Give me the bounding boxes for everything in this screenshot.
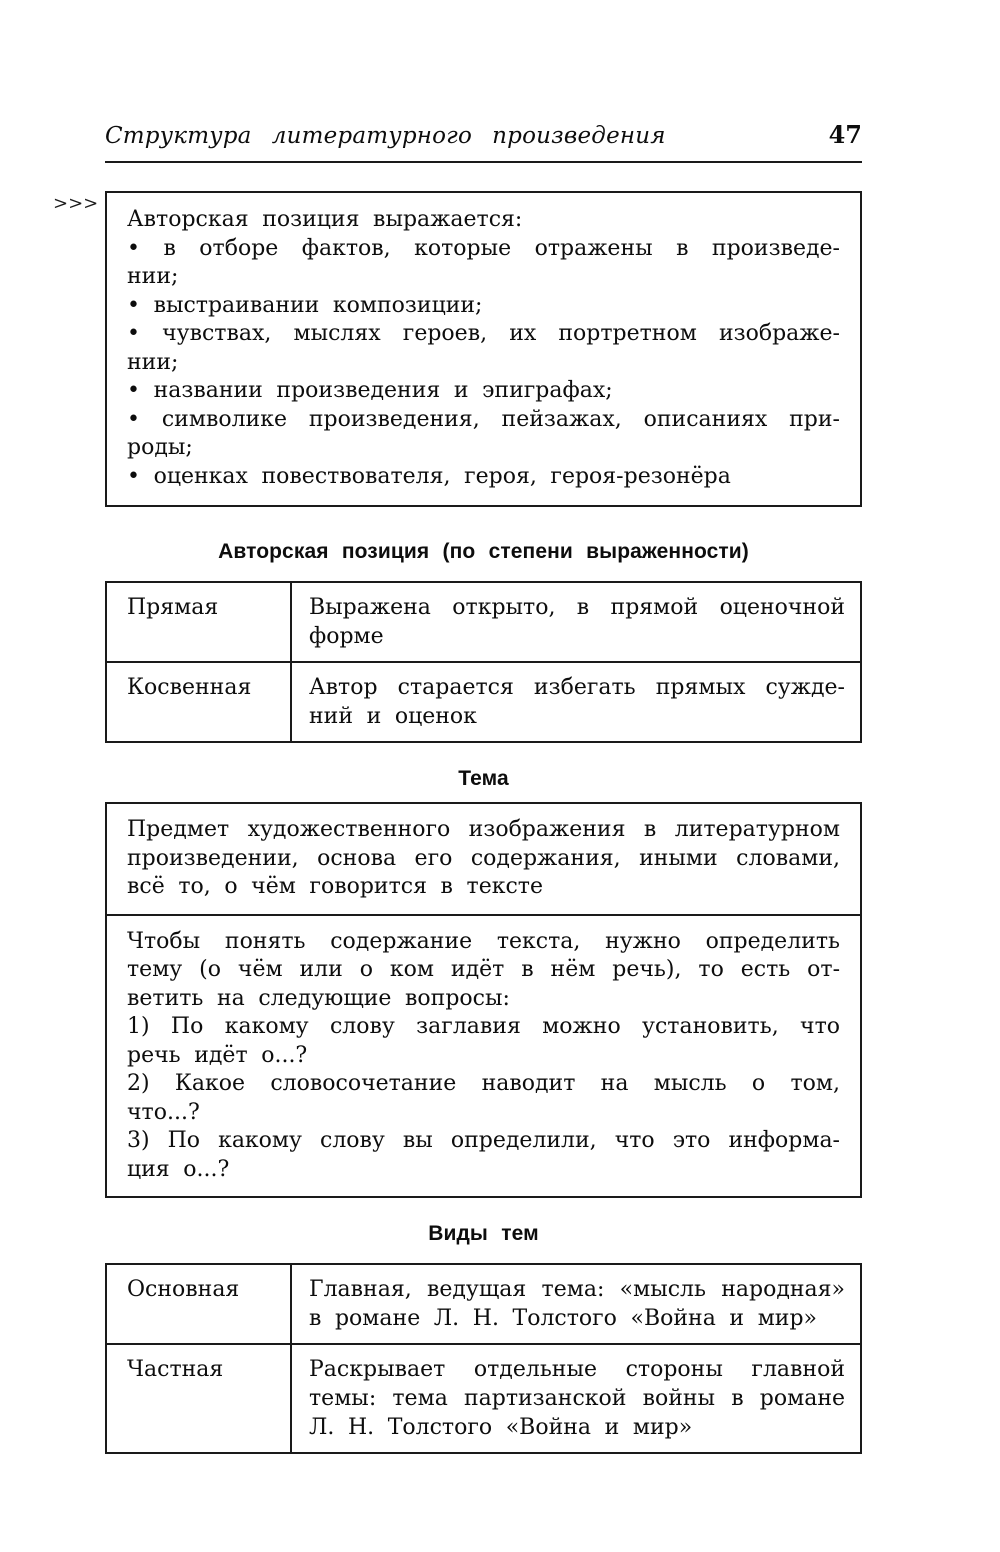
text-line: • названии произведения и эпиграфах; xyxy=(127,378,613,403)
text-line: нии; xyxy=(127,264,179,289)
text-line: • в отборе фактов, которые отражены в произведе- xyxy=(127,235,840,261)
text-line: Выражена открыто, в прямой оценочной xyxy=(309,595,845,620)
text-line: нии; xyxy=(127,349,179,375)
definition-cell xyxy=(291,1264,861,1344)
text-line: Чтобы понять содержание текста, нужно определить xyxy=(127,928,840,954)
text-line: форме xyxy=(309,624,384,649)
text-line: роды; xyxy=(127,435,193,460)
term-cell: Прямая xyxy=(106,582,291,662)
text-line: 3) По какому слову вы определили, что это информа- xyxy=(127,1128,840,1153)
text-line: произведении, основа его содержания, иными словами, xyxy=(127,845,840,871)
table-row xyxy=(106,662,861,742)
author-position-box xyxy=(105,191,862,507)
text-line: темы: тема партизанской войны в романе xyxy=(309,1386,845,1411)
text-line: Л. Н. Толстого «Война и мир» xyxy=(309,1415,693,1440)
theme-types-table xyxy=(105,1263,862,1454)
text-line: Предмет художественного изображения в литературном xyxy=(127,817,840,842)
table-row xyxy=(106,582,861,662)
definition-cell xyxy=(291,662,861,742)
theme-box xyxy=(105,802,862,1198)
term-cell: Основная xyxy=(106,1264,291,1344)
text-line: • символике произведения, пейзажах, описаниях при- xyxy=(127,406,840,432)
theme-questions-section xyxy=(107,914,860,1197)
theme-heading: Тема xyxy=(458,767,509,790)
text-line: в романе Л. Н. Толстого «Война и мир» xyxy=(309,1306,818,1331)
table-row xyxy=(106,1344,861,1453)
text-line: 2) Какое словосочетание наводит на мысль о том, xyxy=(127,1071,840,1096)
term-cell: Частная xyxy=(106,1344,291,1453)
text-line: ветить на следующие вопросы: xyxy=(127,985,510,1011)
definition-cell xyxy=(291,582,861,662)
degree-table xyxy=(105,581,862,743)
chevron-marker: >>> xyxy=(53,193,99,214)
author-position-section xyxy=(53,191,862,507)
term-cell: Косвенная xyxy=(106,662,291,742)
text-line: ция о...? xyxy=(127,1156,230,1182)
theme-types-heading: Виды тем xyxy=(428,1222,539,1245)
text-line: • чувствах, мыслях героев, их портретном изображе- xyxy=(127,321,840,346)
text-line: Автор старается избегать прямых сужде- xyxy=(309,675,845,700)
text-line: Авторская позиция выражается: xyxy=(127,207,523,232)
text-line: • оценках повествователя, героя, героя-резонёра xyxy=(127,463,731,489)
text-line: Главная, ведущая тема: «мысль народная» xyxy=(309,1277,845,1302)
text-line: Раскрывает отдельные стороны главной xyxy=(309,1357,845,1382)
text-line: речь идёт о...? xyxy=(127,1042,308,1068)
text-line: • выстраивании композиции; xyxy=(127,292,483,318)
theme-definition-section xyxy=(107,804,860,914)
running-head xyxy=(105,120,862,163)
page-number: 47 xyxy=(828,120,862,149)
text-line: тему (о чём или о ком идёт в нём речь), то есть от- xyxy=(127,957,840,982)
text-line: всё то, о чём говорится в тексте xyxy=(127,874,543,899)
chapter-title: Структура литературного произведения xyxy=(105,123,666,149)
text-line: 1) По какому слову заглавия можно установить, что xyxy=(127,1014,840,1039)
page-content xyxy=(53,0,862,1454)
degree-heading: Авторская позиция (по степени выраженности) xyxy=(218,540,749,563)
text-line: что...? xyxy=(127,1099,200,1125)
table-row xyxy=(106,1264,861,1344)
text-line: ний и оценок xyxy=(309,704,477,729)
definition-cell xyxy=(291,1344,861,1453)
